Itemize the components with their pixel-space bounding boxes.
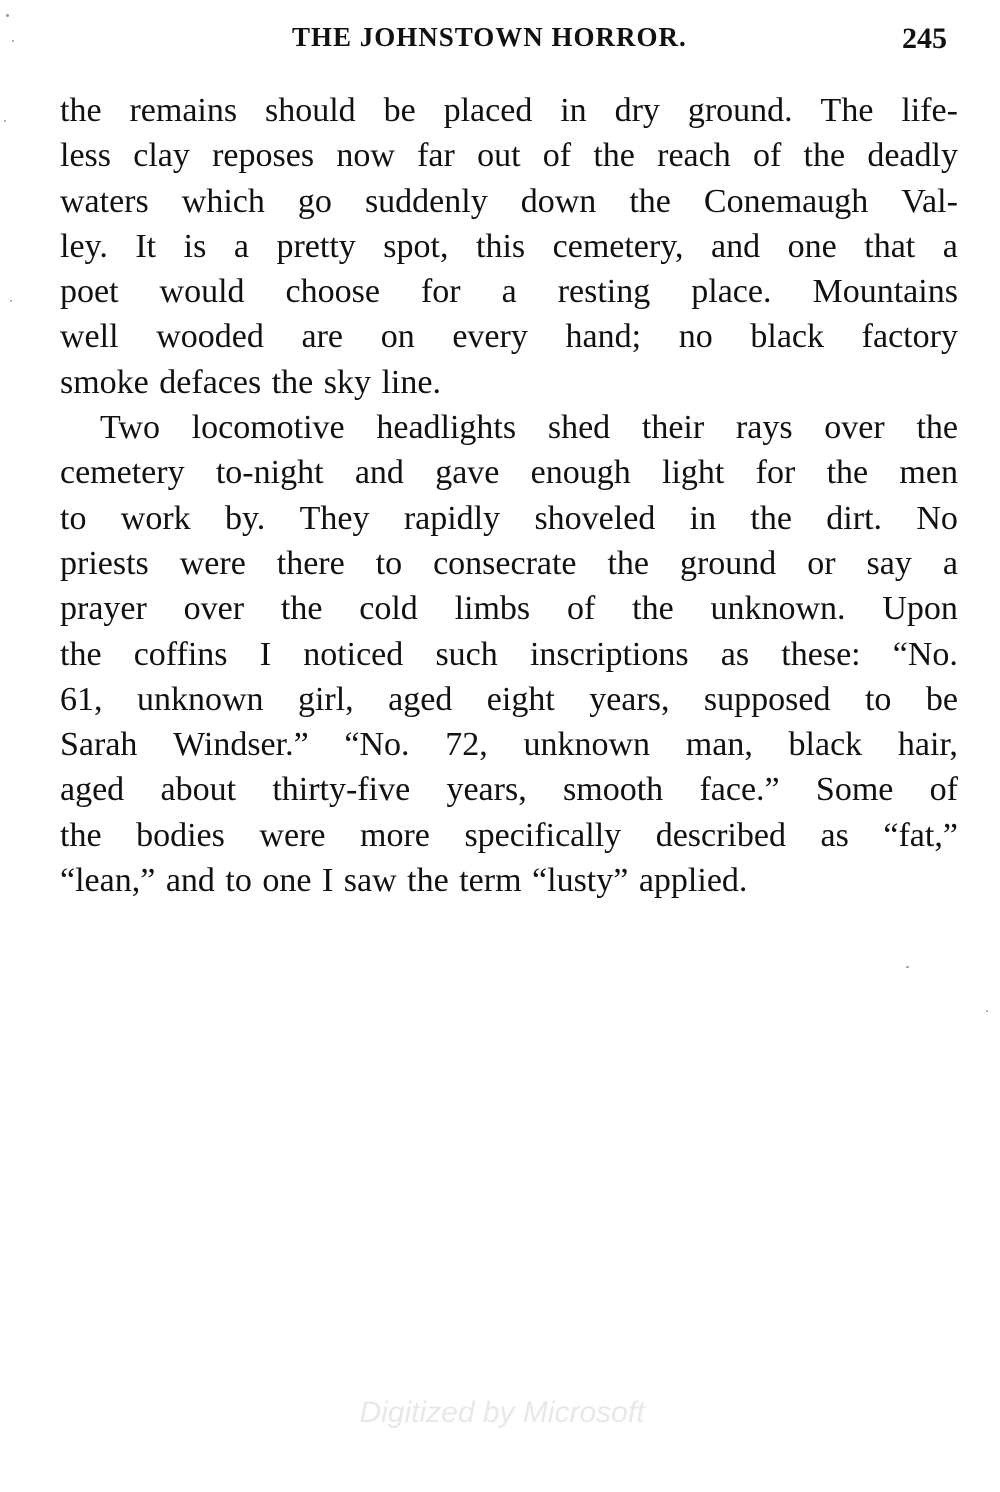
word: girl,	[297, 680, 354, 718]
word: placed	[443, 92, 533, 129]
word: the	[629, 182, 671, 220]
word: to	[375, 544, 403, 582]
scan-speck	[4, 120, 6, 122]
paragraph-2	[60, 405, 958, 903]
word: “fat,”	[883, 816, 958, 854]
word: pretty	[276, 227, 356, 265]
word: go	[297, 182, 332, 220]
word: one	[262, 862, 312, 900]
word: Mountains	[812, 273, 958, 311]
word: and	[354, 454, 404, 492]
text-line	[60, 813, 958, 858]
word: life-	[901, 92, 958, 129]
word: smoke	[60, 363, 149, 401]
word: about	[160, 771, 237, 809]
text-line	[60, 722, 958, 767]
word: no	[678, 318, 713, 356]
word: over	[824, 409, 885, 447]
word: there	[276, 544, 345, 582]
word: or	[807, 544, 836, 582]
word: were	[259, 816, 326, 854]
text-line	[60, 677, 958, 722]
word: The	[820, 92, 874, 129]
word: the	[60, 816, 102, 854]
word: cold	[359, 590, 418, 628]
word: place.	[691, 273, 772, 311]
word: one	[787, 227, 837, 265]
word: It	[135, 227, 157, 265]
word: locomotive	[191, 409, 345, 447]
word: factory	[861, 318, 958, 356]
word: down	[520, 182, 597, 220]
text-line	[60, 133, 958, 178]
word: unknown	[136, 680, 264, 718]
word: cemetery	[60, 454, 185, 492]
word: ground.	[687, 92, 793, 129]
word: for	[420, 273, 461, 311]
word: applied.	[638, 862, 748, 900]
text-line	[60, 179, 958, 224]
word: inscriptions	[529, 635, 689, 673]
word: are	[301, 318, 344, 356]
word: remains	[129, 92, 238, 129]
word: rays	[735, 409, 793, 447]
running-head	[0, 22, 1000, 62]
word: waters	[60, 182, 149, 220]
word: the	[593, 137, 635, 175]
word: the	[750, 499, 792, 537]
word: wooded	[156, 318, 264, 356]
word: a	[942, 227, 958, 265]
body-text	[60, 88, 958, 903]
word: over	[183, 590, 245, 628]
word: a	[942, 544, 958, 582]
word: gave	[435, 454, 500, 492]
text-line	[60, 360, 958, 405]
word: the	[803, 137, 846, 175]
word: light	[662, 454, 725, 492]
word: which	[181, 182, 265, 220]
word: They	[299, 499, 370, 537]
word: Upon	[882, 590, 958, 628]
word: be	[925, 680, 958, 718]
word: dirt.	[826, 499, 883, 537]
text-line	[60, 586, 958, 631]
word: this	[476, 227, 526, 265]
scan-speck	[10, 300, 12, 302]
text-line	[60, 496, 958, 541]
scan-speck	[906, 966, 909, 968]
text-line	[60, 858, 958, 903]
word: work	[120, 499, 191, 537]
word: headlights	[376, 409, 517, 447]
word: Two	[100, 409, 160, 447]
word: these:	[781, 635, 861, 673]
word: noticed	[303, 635, 404, 673]
page-number: 245	[902, 22, 947, 55]
word: rapidly	[403, 499, 501, 537]
word: clay	[133, 137, 190, 175]
word: suddenly	[364, 182, 488, 220]
word: saw	[343, 862, 397, 900]
text-line	[60, 541, 958, 586]
word: such	[435, 635, 498, 673]
word: 72,	[445, 726, 488, 764]
word: years,	[589, 680, 670, 718]
word: unknown	[523, 726, 651, 764]
word: “No.	[344, 726, 410, 764]
text-line	[60, 88, 958, 133]
word: a	[501, 273, 517, 311]
word: of	[566, 590, 596, 628]
word: defaces	[159, 363, 262, 401]
word: be	[383, 92, 416, 129]
word: every	[452, 318, 528, 356]
word: “lusty”	[532, 862, 629, 900]
word: shoveled	[534, 499, 656, 537]
text-line	[60, 632, 958, 677]
word: face.”	[699, 771, 780, 809]
word: should	[265, 92, 356, 129]
word: of	[752, 137, 782, 175]
text-line	[60, 450, 958, 495]
word: shed	[547, 409, 611, 447]
word: ley.	[60, 227, 108, 265]
word: that	[864, 227, 916, 265]
word: term	[459, 862, 522, 900]
word: the	[607, 544, 650, 582]
word: Windser.”	[173, 726, 309, 764]
word: black	[788, 726, 863, 764]
word: Val-	[901, 182, 958, 220]
word: and	[165, 862, 215, 900]
word: in	[689, 499, 717, 537]
word: resting	[557, 273, 651, 311]
word: I	[259, 635, 272, 673]
word: described	[655, 816, 786, 854]
word: ground	[679, 544, 777, 582]
word: aged	[388, 680, 453, 718]
word: reach	[657, 137, 731, 175]
paragraph-1	[60, 88, 958, 405]
word: specifically	[464, 816, 622, 854]
word: No	[916, 499, 958, 537]
word: Some	[815, 771, 894, 809]
word: bodies	[136, 816, 225, 854]
word: I	[321, 862, 334, 900]
word: as	[720, 635, 750, 673]
word: hair,	[897, 726, 958, 764]
scan-speck	[12, 40, 14, 42]
word: the	[826, 454, 869, 492]
word: the	[271, 363, 314, 401]
word: consecrate	[433, 544, 577, 582]
word: sky	[323, 363, 371, 401]
running-title: THE JOHNSTOWN HORROR.	[292, 22, 687, 52]
word: to	[60, 499, 87, 537]
word: prayer	[60, 590, 147, 628]
word: choose	[285, 273, 380, 311]
text-line	[60, 314, 958, 359]
word: for	[755, 454, 796, 492]
word: aged	[60, 771, 125, 809]
word: the	[280, 590, 323, 628]
word: thirty-five	[272, 771, 411, 809]
text-line	[60, 405, 958, 450]
word: to-night	[215, 454, 324, 492]
text-line	[60, 269, 958, 314]
word: far	[417, 137, 455, 175]
word: the	[916, 409, 958, 447]
word: were	[179, 544, 246, 582]
word: eight	[486, 680, 555, 718]
word: hand;	[565, 318, 642, 356]
word: deadly	[867, 137, 958, 175]
word: their	[641, 409, 705, 447]
word: more	[360, 816, 430, 854]
word: of	[929, 771, 958, 809]
word: “lean,”	[60, 862, 156, 900]
word: smooth	[563, 771, 664, 809]
word: poet	[60, 273, 119, 311]
word: Conemaugh	[703, 182, 869, 220]
scan-speck	[986, 1010, 988, 1012]
word: as	[820, 816, 849, 854]
digitization-watermark: Digitized by Microsoft	[359, 1396, 645, 1429]
word: say	[866, 544, 912, 582]
word: spot,	[383, 227, 449, 265]
word: enough	[530, 454, 631, 492]
word: “No.	[892, 635, 958, 673]
word: line.	[381, 363, 441, 401]
word: the	[60, 635, 102, 673]
word: and	[711, 227, 761, 265]
word: the	[632, 590, 674, 628]
scan-speck	[6, 14, 9, 17]
word: to	[864, 680, 892, 718]
word: of	[542, 137, 572, 175]
word: coffins	[133, 635, 228, 673]
word: on	[380, 318, 415, 356]
word: Sarah	[60, 726, 138, 764]
word: years,	[446, 771, 527, 809]
word: to	[225, 862, 252, 900]
word: well	[60, 318, 119, 356]
word: man,	[685, 726, 753, 764]
word: dry	[614, 92, 660, 129]
word: black	[750, 318, 825, 356]
word: priests	[60, 544, 149, 582]
word: by.	[225, 499, 266, 537]
word: out	[477, 137, 521, 175]
word: would	[159, 273, 245, 311]
word: men	[899, 454, 958, 492]
word: the	[60, 92, 102, 129]
word: supposed	[703, 680, 831, 718]
word: unknown.	[710, 590, 846, 628]
word: in	[560, 92, 587, 129]
word: less	[60, 137, 111, 175]
word: now	[336, 137, 395, 175]
word: reposes	[212, 137, 315, 175]
word: limbs	[454, 590, 531, 628]
text-line	[60, 767, 958, 812]
word: is	[183, 227, 207, 265]
word: the	[407, 862, 449, 900]
word: a	[233, 227, 249, 265]
word: 61,	[60, 680, 103, 718]
word: cemetery,	[552, 227, 684, 265]
text-line	[60, 224, 958, 269]
